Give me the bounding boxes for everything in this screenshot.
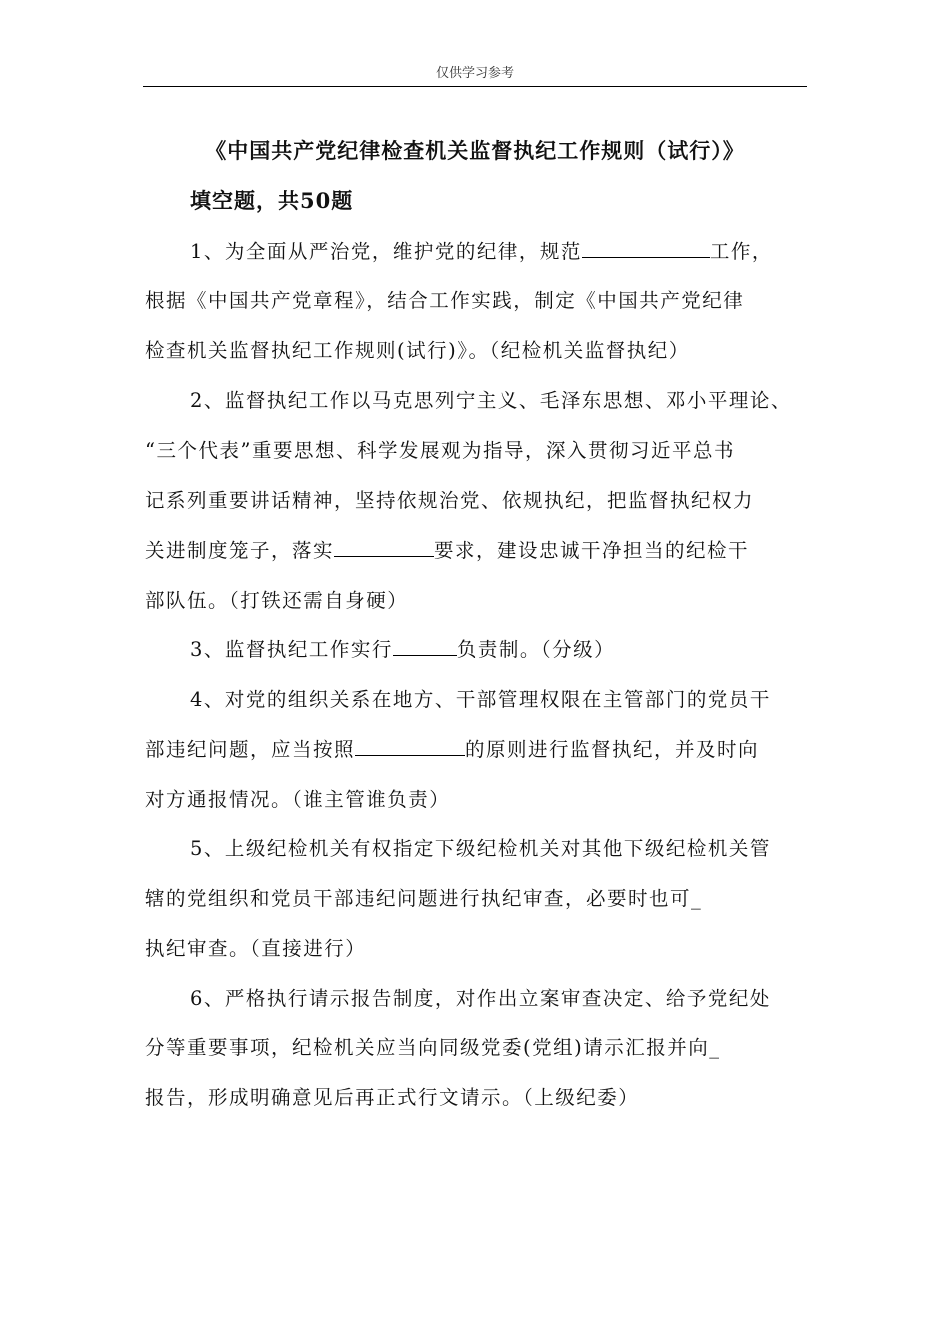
- q2-blank: [334, 536, 434, 557]
- q3-line-1: [190, 635, 615, 665]
- q3-text-b: 负责制。（分级）: [456, 638, 616, 661]
- q2-text-b: 要求，建设忠诚干净担当的纪检干: [434, 539, 750, 562]
- q1-text-a: 1、为全面从严治党，维护党的纪律，规范: [190, 240, 582, 263]
- q2-text-a: 关进制度笼子，落实: [145, 539, 335, 562]
- q4-text-b: 的原则进行监督执纪，并及时向: [465, 738, 760, 761]
- q1-line-3: 检查机关监督执纪工作规则(试行)》。（纪检机关监督执纪）: [145, 339, 690, 362]
- section-subtitle: 填空题，共50题: [190, 188, 354, 213]
- q1-text-b: 工作，: [709, 240, 773, 263]
- q2-line-1: 2、监督执纪工作以马克思列宁主义、毛泽东思想、邓小平理论、: [190, 389, 792, 412]
- document-title: 《中国共产党纪律检查机关监督执纪工作规则（试行）》: [205, 138, 745, 163]
- q5-line-3: 执纪审查。（直接进行）: [145, 937, 367, 960]
- q2-line-3: 记系列重要讲话精神，坚持依规治党、依规执纪，把监督执纪权力: [145, 489, 755, 512]
- q4-line-3: 对方通报情况。（谁主管谁负责）: [145, 788, 451, 811]
- page-header: 仅供学习参考: [143, 62, 807, 87]
- q1-line-1: [190, 237, 773, 267]
- q2-line-2: “三个代表”重要思想、科学发展观为指导，深入贯彻习近平总书: [145, 439, 735, 462]
- q6-line-2: 分等重要事项，纪检机关应当向同级党委(党组)请示汇报并向_: [145, 1036, 721, 1059]
- q3-blank: [393, 635, 457, 656]
- q4-text-a: 部违纪问题，应当按照: [145, 738, 356, 761]
- q4-line-2: [145, 735, 759, 765]
- q2-line-4: [145, 536, 749, 566]
- q5-line-2: 辖的党组织和党员干部违纪问题进行执纪审查，必要时也可_: [145, 887, 703, 910]
- q5-line-1: 5、上级纪检机关有权指定下级纪检机关对其他下级纪检机关管: [190, 837, 771, 860]
- q6-line-1: 6、严格执行请示报告制度，对作出立案审查决定、给予党纪处: [190, 987, 771, 1010]
- q2-line-5: 部队伍。（打铁还需自身硬）: [145, 589, 409, 612]
- q1-blank: [582, 237, 710, 258]
- q4-line-1: 4、对党的组织关系在地方、干部管理权限在主管部门的党员干: [190, 688, 771, 711]
- q4-blank: [355, 735, 465, 756]
- q3-text-a: 3、监督执纪工作实行: [190, 638, 393, 661]
- q1-line-2: 根据《中国共产党章程》，结合工作实践，制定《中国共产党纪律: [145, 289, 745, 312]
- q6-line-3: 报告，形成明确意见后再正式行文请示。（上级纪委）: [145, 1086, 640, 1109]
